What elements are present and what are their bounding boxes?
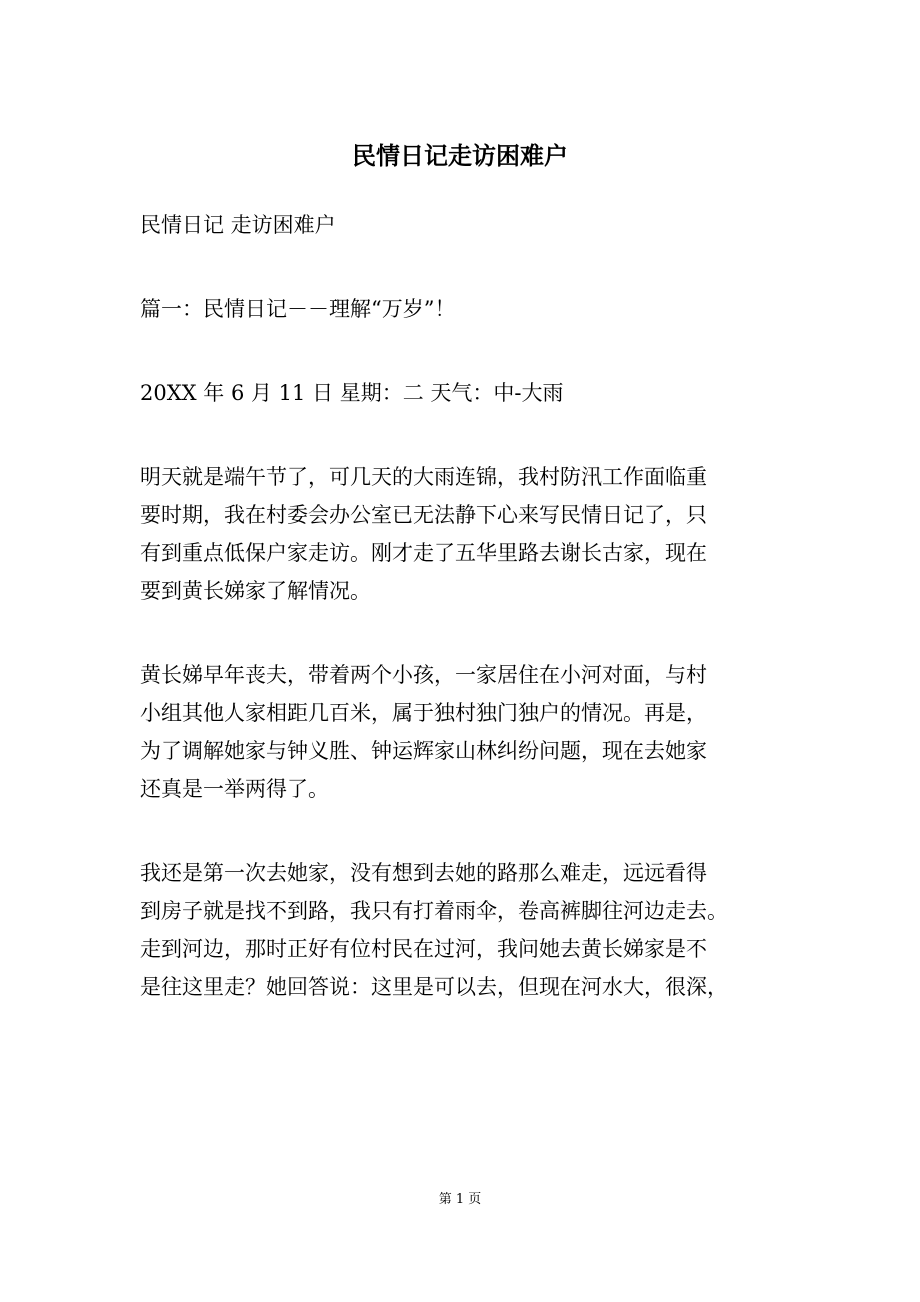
paragraph-1 <box>140 458 790 610</box>
document-title: 民情日记走访困难户 <box>352 141 568 170</box>
page-number: 第 1 页 <box>438 1192 482 1207</box>
paragraph-line: 要时期，我在村委会办公室已无法静下心来写民情日记了，只 <box>140 503 707 527</box>
paragraph-line: 走到河边，那时正好有位村民在过河，我问她去黄长娣家是不 <box>140 937 707 961</box>
paragraph-line: 还真是一举两得了。 <box>140 777 329 801</box>
paragraph-2 <box>140 656 790 808</box>
paragraph-line: 为了调解她家与钟义胜、钟运辉家山林纠纷问题，现在去她家 <box>140 739 707 763</box>
paragraph-line: 有到重点低保户家走访。刚才走了五华里路去谢长古家，现在 <box>140 541 707 565</box>
subtitle-line: 民情日记 走访困难户 <box>140 213 336 237</box>
paragraph-3 <box>140 854 790 1006</box>
paragraph-line: 是往这里走？她回答说：这里是可以去，但现在河水大，很深， <box>140 975 728 999</box>
date-line: 20XX 年 6 月 11 日 星期：二 天气：中-大雨 <box>140 381 564 405</box>
paragraph-line: 小组其他人家相距几百米，属于独村独门独户的情况。再是， <box>140 701 707 725</box>
section-heading: 篇一：民情日记－－理解“万岁”！ <box>140 297 456 321</box>
paragraph-line: 明天就是端午节了，可几天的大雨连锦，我村防汛工作面临重 <box>140 465 707 489</box>
paragraph-line: 要到黄长娣家了解情况。 <box>140 579 371 603</box>
paragraph-line: 我还是第一次去她家，没有想到去她的路那么难走，远远看得 <box>140 861 707 885</box>
paragraph-line: 到房子就是找不到路，我只有打着雨伞，卷高裤脚往河边走去。 <box>140 899 728 923</box>
paragraph-line: 黄长娣早年丧夫，带着两个小孩，一家居住在小河对面，与村 <box>140 663 707 687</box>
document-body <box>140 206 790 1052</box>
